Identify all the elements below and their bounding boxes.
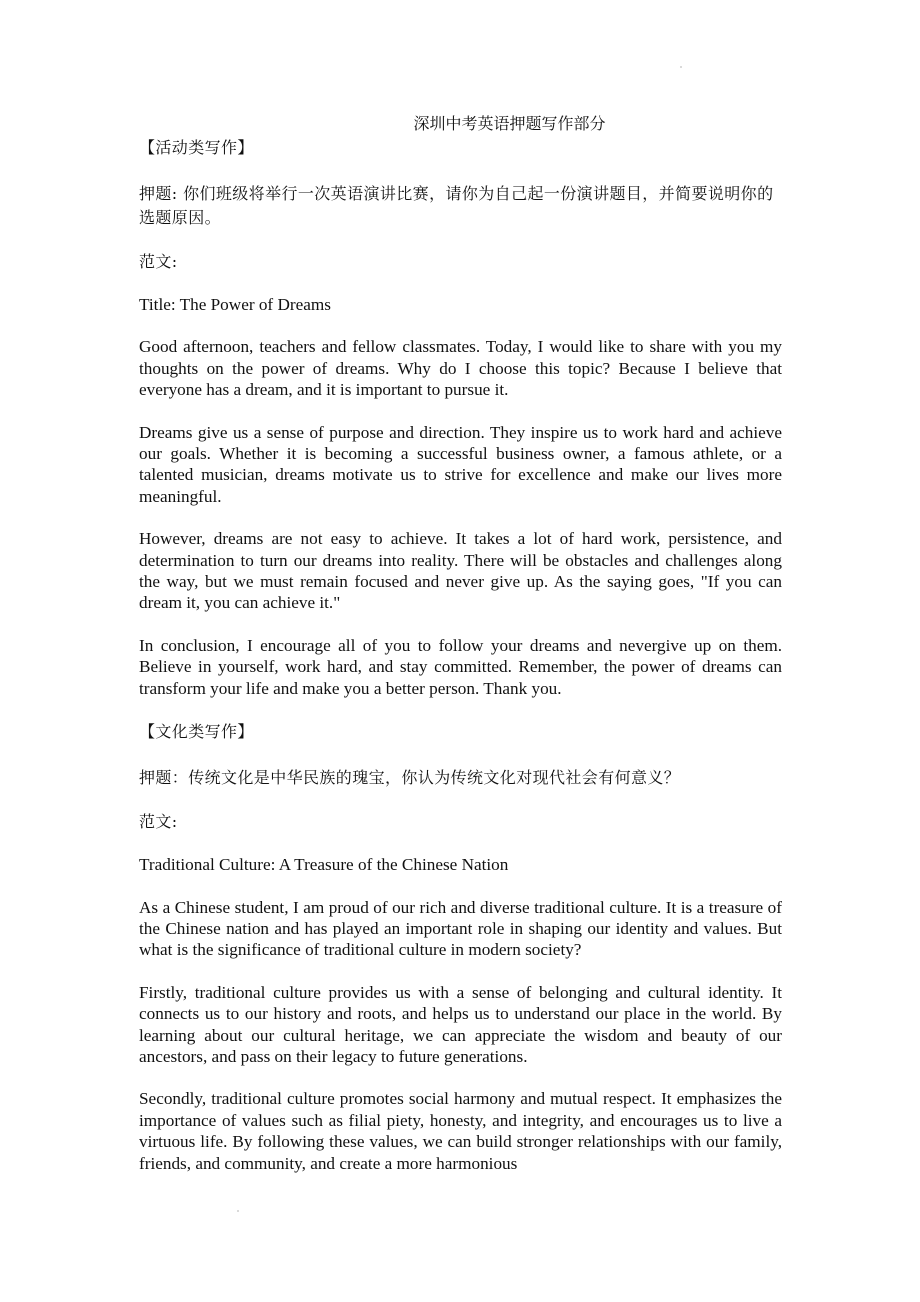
essay-paragraph: However, dreams are not easy to achieve. It takes a lot of hard work, persistence, and determination to turn our dreams into reality. There will be obstacles and challenges along the way, but we must remain focused and never give up. As the saying goes, "If you can dream it, you can achieve it." [139, 529, 782, 613]
essay-paragraph: As a Chinese student, I am proud of our rich and diverse traditional culture. It is a treasure of the Chinese nation and has played an important role in shaping our identity and values. But what is the significance of traditional culture in modern society? [139, 897, 782, 960]
essay-paragraph: Good afternoon, teachers and fellow classmates. Today, I would like to share with you my thoughts on the power of dreams. Why do I choose this topic? Because I believe that everyone has a dream, and it is important to pursue it. [139, 337, 782, 400]
document-title: 深圳中考英语押题写作部分 [413, 114, 606, 133]
section-prompt: 押题: 你们班级将举行一次英语演讲比赛，请你为自己起一份演讲题目，并简要说明你的选题原因。 [139, 184, 774, 227]
sample-label: 范文: [139, 252, 178, 271]
essay-title: Title: The Power of Dreams [139, 295, 331, 314]
sample-label: 范文: [139, 812, 178, 832]
document-body [139, 112, 782, 1174]
essay-paragraph: Firstly, traditional culture provides us with a sense of belonging and cultural identity. It connects us to our history and roots, and helps us to understand our place in the world. By learning about our cultural heritage, we can appreciate the wisdom and beauty of our ancestors, and pass on their legacy to future generations. [139, 982, 782, 1066]
essay-title: Traditional Culture: A Treasure of the Chinese Nation [139, 855, 509, 875]
essay-paragraph: Secondly, traditional culture promotes social harmony and mutual respect. It emphasizes the importance of values such as filial piety, honesty, and integrity, and encourages us to live a virtuous life. By following these values, we can build stronger relationships with our family, friends, and community, and create a more harmonious [139, 1089, 782, 1173]
scan-speck [680, 66, 682, 68]
section-heading: 【文化类写作】 [139, 722, 254, 742]
section-prompt: 押题：传统文化是中华民族的瑰宝，你认为传统文化对现代社会有何意义？ [139, 768, 681, 788]
essay-paragraph: Dreams give us a sense of purpose and direction. They inspire us to work hard and achieve our goals. Whether it is becoming a successful business owner, a famous athlete, or a talented musician, dreams motivate us to strive for excellence and make our lives more meaningful. [139, 422, 782, 506]
essay-paragraph: In conclusion, I encourage all of you to follow your dreams and nevergive up on them. Believe in yourself, work hard, and stay committed. Remember, the power of dreams can transform your life and make you a better person. Thank you. [139, 635, 782, 698]
scan-speck [237, 1210, 239, 1212]
section-heading: 【活动类写作】 [139, 138, 254, 157]
